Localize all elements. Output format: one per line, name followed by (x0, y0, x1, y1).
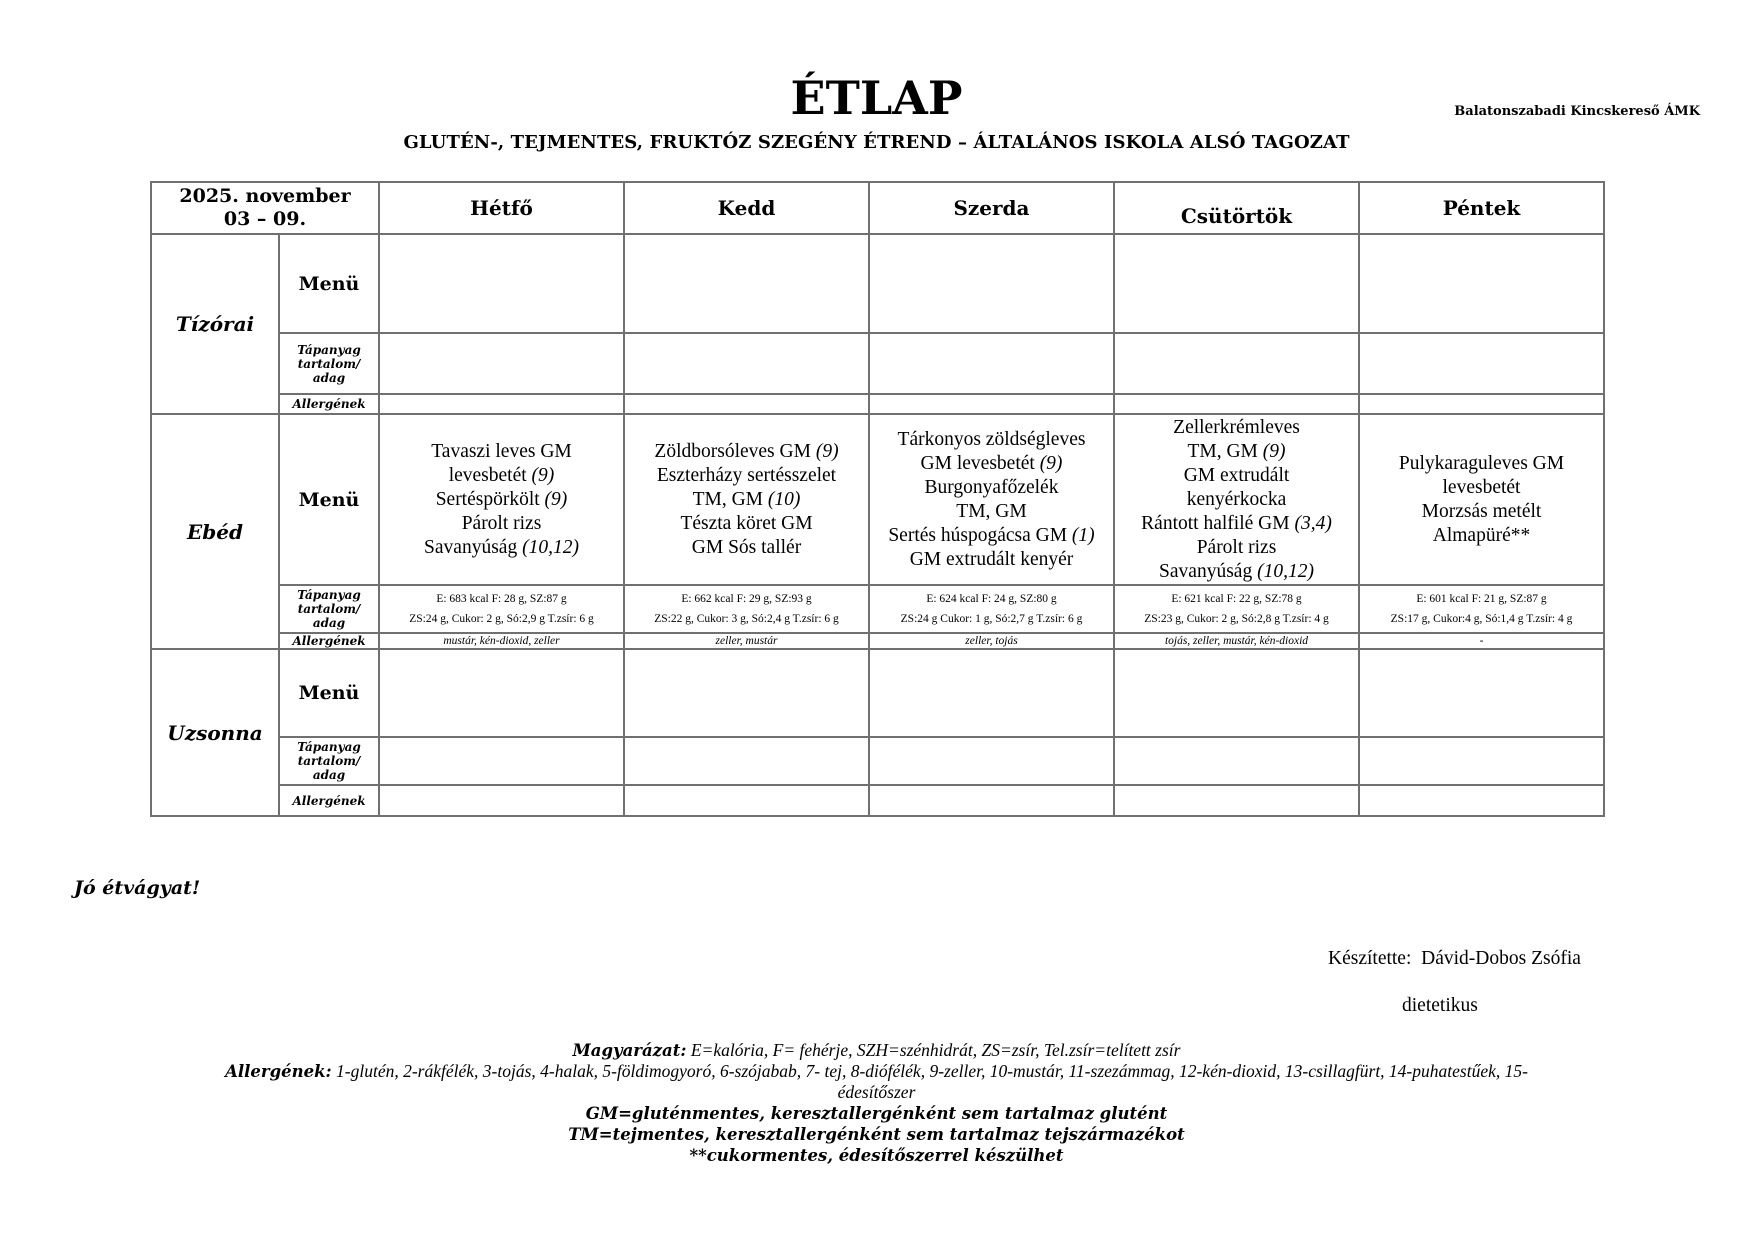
ebed-nutrient-row (151, 585, 1604, 633)
legend-explanation-text: E=kalória, F= fehérje, SZH=szénhidrát, ZS=zsír, Tel.zsír=telített zsír (686, 1040, 1181, 1060)
menu-table (150, 181, 1605, 817)
meal-label-uzsonna: Uzsonna (151, 649, 279, 816)
dish-line (1115, 560, 1358, 584)
dish-name: Párolt rizs (1196, 536, 1277, 558)
dish-line (870, 428, 1113, 452)
uzsonna-menu-row (151, 649, 1604, 737)
lunch-menu-cell (1359, 414, 1604, 585)
dish-allergen-codes: (9) (1262, 440, 1286, 462)
nutrient-line: ZS:22 g, Cukor: 3 g, Só:2,4 g T.zsír: 6 g (654, 613, 839, 625)
dish-name: TM, GM (956, 500, 1027, 522)
dish-line (870, 476, 1113, 500)
nutrient-label-line: Tápanyag (297, 588, 361, 602)
lunch-allergen-cell: mustár, kén-dioxid, zeller (379, 633, 624, 649)
lunch-allergen-cell: zeller, tojás (869, 633, 1114, 649)
row-label-allergens: Allergének (279, 785, 379, 816)
dish-name: Tészta köret GM (680, 512, 813, 534)
allergen-cell (379, 394, 624, 414)
author-role: dietetikus (1402, 995, 1478, 1016)
nutrient-line: E: 601 kcal F: 21 g, SZ:87 g (1416, 593, 1547, 605)
dish-line (625, 440, 868, 464)
legend-allergens (100, 1061, 1653, 1082)
tizorai-allergen-row (151, 394, 1604, 414)
row-label-menu: Menü (279, 414, 379, 585)
dish-line (1360, 452, 1603, 476)
allergen-cell (1114, 785, 1359, 816)
lunch-nutrient-cell (1114, 585, 1359, 633)
dish-allergen-codes: (9) (531, 464, 555, 486)
day-header-tuesday: Kedd (624, 182, 869, 234)
dish-allergen-codes: (9) (544, 488, 568, 510)
dish-name: Sertés húspogácsa GM (888, 524, 1072, 546)
week-date-line2: 03 – 09. (223, 208, 307, 230)
page-title: ÉTLAP (790, 71, 963, 125)
dish-name: Zellerkrémleves (1173, 416, 1300, 438)
lunch-menu-cell (1114, 414, 1359, 585)
dish-line (380, 440, 623, 464)
row-label-allergens: Allergének (279, 394, 379, 414)
meal-label-tizorai: Tízórai (151, 234, 279, 414)
dish-line (1360, 500, 1603, 524)
lunch-nutrient-cell (379, 585, 624, 633)
lunch-nutrient-cell (1359, 585, 1604, 633)
dish-line (1115, 464, 1358, 488)
lunch-allergen-cell: zeller, mustár (624, 633, 869, 649)
dish-line (380, 536, 623, 560)
dish-name: levesbetét (1442, 476, 1521, 498)
nutrient-label-line: adag (312, 768, 346, 782)
dish-line (625, 488, 868, 512)
dish-name: Zöldborsóleves GM (654, 440, 816, 462)
nutrient-cell (1359, 333, 1604, 394)
dish-name: GM Sós tallér (691, 536, 802, 558)
row-label-allergens: Allergének (279, 633, 379, 649)
nutrient-cell (379, 333, 624, 394)
allergen-cell (624, 785, 869, 816)
allergen-cell (1114, 394, 1359, 414)
dish-line (870, 548, 1113, 572)
menu-cell (1114, 649, 1359, 737)
legend-explanation-label: Magyarázat: (572, 1041, 687, 1060)
dish-line (380, 512, 623, 536)
nutrient-cell (869, 737, 1114, 785)
dish-line (625, 512, 868, 536)
dish-line (1115, 416, 1358, 440)
menu-cell (379, 234, 624, 333)
row-label-menu: Menü (279, 234, 379, 333)
tizorai-menu-row (151, 234, 1604, 333)
dish-name: Tárkonyos zöldségleves (897, 428, 1086, 450)
header-row (151, 182, 1604, 234)
ebed-menu-row (151, 414, 1604, 585)
lunch-nutrient-cell (624, 585, 869, 633)
dish-allergen-codes: (10,12) (1257, 560, 1314, 582)
nutrient-cell (1114, 333, 1359, 394)
row-label-nutrients (279, 737, 379, 785)
legend-allergens-continuation: édesítőszer (837, 1082, 916, 1102)
enjoy-message: Jó étvágyat! (74, 877, 201, 899)
day-header-monday: Hétfő (379, 182, 624, 234)
dish-allergen-codes: (3,4) (1294, 512, 1332, 534)
day-header-thursday: Csütörtök (1114, 182, 1359, 234)
legend-gm: GM=gluténmentes, keresztallergénként sem tartalmaz glutént (585, 1104, 1168, 1123)
allergen-cell (1359, 394, 1604, 414)
allergen-cell (379, 785, 624, 816)
nutrient-label-line: adag (312, 370, 346, 385)
dish-allergen-codes: (10,12) (522, 536, 579, 558)
allergen-cell (1359, 785, 1604, 816)
dish-allergen-codes: (9) (1039, 452, 1063, 474)
dish-name: GM extrudált kenyér (909, 548, 1074, 570)
nutrient-cell (1114, 737, 1359, 785)
nutrient-line: ZS:23 g, Cukor: 2 g, Só:2,8 g T.zsír: 4 g (1144, 613, 1329, 625)
ebed-allergen-row (151, 633, 1604, 649)
dish-name: kenyérkocka (1186, 488, 1287, 510)
dish-allergen-codes: (9) (815, 440, 839, 462)
nutrient-cell (624, 333, 869, 394)
dish-line (1115, 440, 1358, 464)
dish-name: Pulykaraguleves GM (1398, 452, 1565, 474)
legend-sugarfree: **cukormentes, édesítőszerrel készülhet (689, 1146, 1064, 1165)
dish-name: Sertéspörkölt (435, 488, 545, 510)
menu-cell (1114, 234, 1359, 333)
day-header-friday: Péntek (1359, 182, 1604, 234)
nutrient-cell (1359, 737, 1604, 785)
dish-line (1115, 488, 1358, 512)
nutrient-line: E: 624 kcal F: 24 g, SZ:80 g (926, 593, 1057, 605)
menu-cell (624, 649, 869, 737)
dish-name: TM, GM (1187, 440, 1263, 462)
author-name: Készítette: Dávid-Dobos Zsófia (1328, 948, 1581, 969)
dish-line (1115, 512, 1358, 536)
nutrient-line: ZS:24 g, Cukor: 2 g, Só:2,9 g T.zsír: 6 g (409, 613, 594, 625)
nutrient-cell (379, 737, 624, 785)
uzsonna-nutrient-row (151, 737, 1604, 785)
lunch-allergen-cell: - (1359, 633, 1604, 649)
nutrient-label-line: Tápanyag (297, 740, 361, 754)
dish-name: GM extrudált (1183, 464, 1290, 486)
day-header-wednesday: Szerda (869, 182, 1114, 234)
nutrient-line: E: 683 kcal F: 28 g, SZ:87 g (436, 593, 567, 605)
menu-cell (624, 234, 869, 333)
dish-line (870, 452, 1113, 476)
lunch-allergen-cell: tojás, zeller, mustár, kén-dioxid (1114, 633, 1359, 649)
legend-explanation (100, 1040, 1653, 1061)
nutrient-cell (624, 737, 869, 785)
dish-line (870, 500, 1113, 524)
nutrient-label-line: tartalom/ (297, 356, 361, 371)
dish-line (1360, 476, 1603, 500)
nutrient-line: E: 621 kcal F: 22 g, SZ:78 g (1171, 593, 1302, 605)
dish-allergen-codes: (1) (1071, 524, 1095, 546)
row-label-nutrients (279, 585, 379, 633)
nutrient-label-line: tartalom/ (297, 754, 361, 768)
legend-allergens-label: Allergének: (225, 1062, 332, 1081)
dish-name: Eszterházy sertésszelet (656, 464, 837, 486)
organization-name: Balatonszabadi Kincskereső ÁMK (1454, 104, 1700, 119)
dish-line (380, 488, 623, 512)
dish-name: Almapüré** (1432, 524, 1531, 546)
allergen-cell (624, 394, 869, 414)
dish-name: Morzsás metélt (1421, 500, 1542, 522)
dish-line (625, 464, 868, 488)
dish-allergen-codes: (10) (767, 488, 801, 510)
meal-label-ebed: Ebéd (151, 414, 279, 649)
row-label-nutrients (279, 333, 379, 394)
uzsonna-allergen-row (151, 785, 1604, 816)
menu-cell (1359, 649, 1604, 737)
nutrient-line: ZS:24 g Cukor: 1 g, Só:2,7 g T.zsír: 6 g (900, 613, 1083, 625)
lunch-menu-cell (379, 414, 624, 585)
dish-line (1115, 536, 1358, 560)
nutrient-label-line: adag (312, 616, 346, 630)
menu-cell (1359, 234, 1604, 333)
legend (100, 1040, 1653, 1166)
page-subtitle: GLUTÉN-, TEJMENTES, FRUKTÓZ SZEGÉNY ÉTREND – ÁLTALÁNOS ISKOLA ALSÓ TAGOZAT (403, 132, 1350, 153)
tizorai-nutrient-row (151, 333, 1604, 394)
dish-line (870, 524, 1113, 548)
lunch-nutrient-cell (869, 585, 1114, 633)
dish-name: Párolt rizs (461, 512, 542, 534)
nutrient-label-line: Tápanyag (297, 342, 361, 357)
dish-name: Burgonyafőzelék (924, 476, 1059, 498)
row-label-menu: Menü (279, 649, 379, 737)
dish-name: Rántott halfilé GM (1141, 512, 1295, 534)
lunch-menu-cell (624, 414, 869, 585)
dish-line (625, 536, 868, 560)
week-date-cell (151, 182, 379, 234)
allergen-cell (869, 785, 1114, 816)
menu-cell (379, 649, 624, 737)
dish-line (380, 464, 623, 488)
nutrient-cell (869, 333, 1114, 394)
dish-name: Savanyúság (1159, 560, 1258, 582)
menu-cell (869, 649, 1114, 737)
menu-cell (869, 234, 1114, 333)
dish-name: TM, GM (692, 488, 768, 510)
nutrient-line: ZS:17 g, Cukor:4 g, Só:1,4 g T.zsír: 4 g (1390, 613, 1573, 625)
dish-line (1360, 524, 1603, 548)
dish-name: Tavaszi leves GM (431, 440, 572, 462)
dish-name: levesbetét (448, 464, 532, 486)
allergen-cell (869, 394, 1114, 414)
week-date-line1: 2025. november (179, 185, 351, 207)
nutrient-label-line: tartalom/ (297, 602, 361, 616)
dish-name: Savanyúság (424, 536, 523, 558)
dish-name: GM levesbetét (920, 452, 1040, 474)
nutrient-line: E: 662 kcal F: 29 g, SZ:93 g (681, 593, 812, 605)
legend-allergens-text: 1-glutén, 2-rákfélék, 3-tojás, 4-halak, 5-földimogyoró, 6-szójabab, 7- tej, 8-diófélék, 9-zeller, 10-mustár, 11-szezámmag, 12-kén-dioxid, 13-csillagfürt, 14-puhatestűek, 15- (331, 1061, 1528, 1081)
legend-tm: TM=tejmentes, keresztallergénként sem tartalmaz tejszármazékot (568, 1125, 1185, 1144)
lunch-menu-cell (869, 414, 1114, 585)
